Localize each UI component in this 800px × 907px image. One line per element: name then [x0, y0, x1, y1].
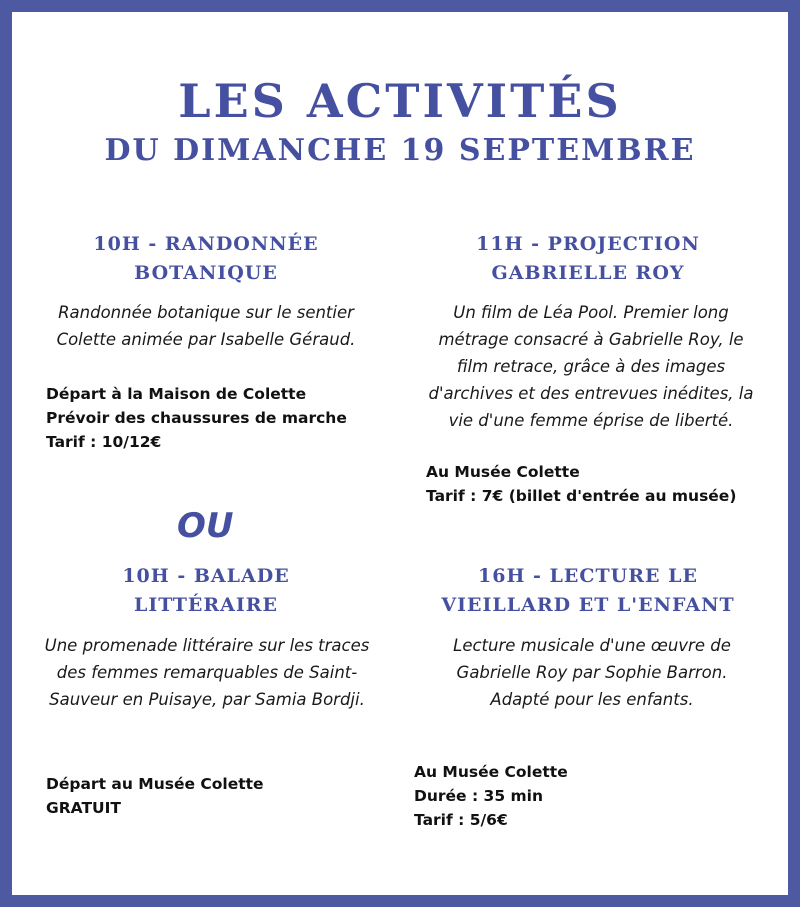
poster-page — [12, 12, 788, 895]
activity-title-line: 11H - PROJECTION — [476, 233, 700, 255]
info-line: Tarif : 5/6€ — [414, 811, 508, 829]
info-line: Départ au Musée Colette — [46, 775, 264, 793]
activity-title-line: VIEILLARD ET L'ENFANT — [441, 594, 735, 616]
info-line: GRATUIT — [46, 799, 121, 817]
info-line: Au Musée Colette — [426, 463, 580, 481]
activity-title-line: LITTÉRAIRE — [133, 594, 279, 616]
activity-title — [412, 562, 764, 620]
activity-description: Lecture musicale d'une œuvre de Gabrielle Roy par Sophie Barron. Adapté pour les enfants. — [453, 636, 731, 709]
activity-title-line: 10H - BALADE — [122, 565, 290, 587]
info-line: Tarif : 10/12€ — [46, 433, 162, 451]
activity-title-line: 10H - RANDONNÉE — [93, 233, 319, 255]
activity-title — [412, 230, 764, 288]
activity-title — [30, 230, 382, 288]
activity-title — [30, 562, 382, 620]
activity-description: Randonnée botanique sur le sentier Colette animée par Isabelle Géraud. — [56, 303, 356, 349]
activity-description: Un film de Léa Pool. Premier long métrage consacré à Gabrielle Roy, le film retrace, grâce à des images d'archives et des entrevues inédites, la vie d'une femme éprise de liberté. — [428, 303, 754, 430]
activity-info — [426, 460, 736, 508]
activity-title-line: GABRIELLE ROY — [491, 262, 685, 284]
info-line: Prévoir des chaussures de marche — [46, 409, 347, 427]
page-subtitle: DU DIMANCHE 19 SEPTEMBRE — [104, 133, 696, 168]
info-line: Au Musée Colette — [414, 763, 568, 781]
activity-info — [46, 772, 264, 820]
or-separator: OU — [177, 506, 234, 546]
activity-title-line: BOTANIQUE — [134, 262, 278, 284]
activity-info — [414, 760, 568, 832]
info-line: Durée : 35 min — [414, 787, 544, 805]
activity-info — [46, 382, 347, 454]
activity-description: Une promenade littéraire sur les traces des femmes remarquables de Saint-Sauveur en Puisaye, par Samia Bordji. — [44, 636, 370, 709]
page-title: LES ACTIVITÉS — [178, 74, 622, 128]
activity-title-line: 16H - LECTURE LE — [478, 565, 698, 587]
info-line: Départ à la Maison de Colette — [46, 385, 307, 403]
info-line: Tarif : 7€ (billet d'entrée au musée) — [426, 487, 737, 505]
